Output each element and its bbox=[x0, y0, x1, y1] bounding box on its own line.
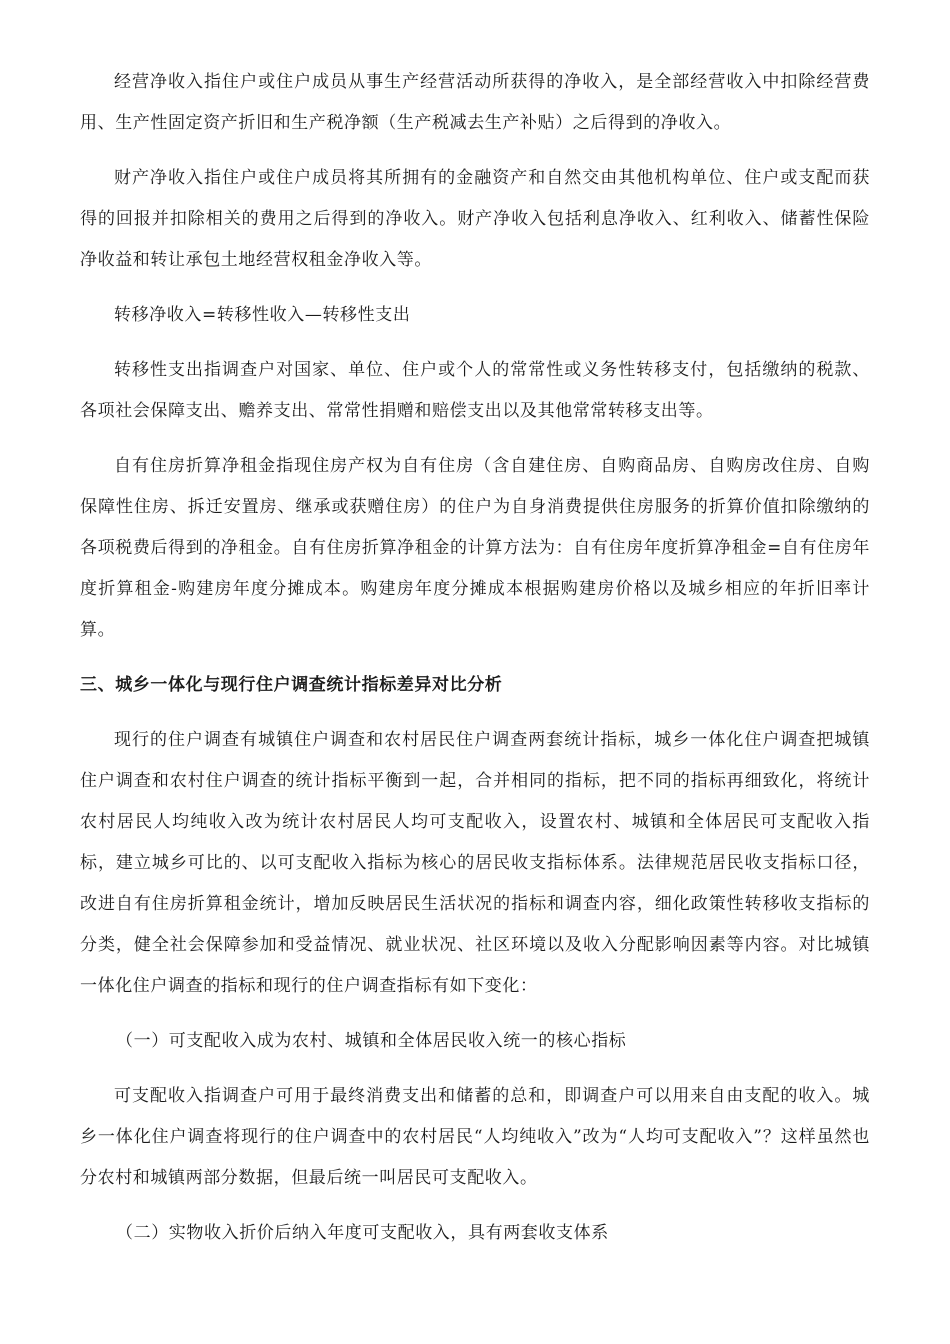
paragraph-transfer-expenditure: 转移性支出指调查户对国家、单位、住户或个人的常常性或义务性转移支付，包括缴纳的税款、各项社会保障支出、赡养支出、常常性捐赠和赔偿支出以及其他常常转移支出等。 bbox=[80, 360, 870, 421]
subheading-in-kind-income: （二）实物收入折价后纳入年度可支配收入，具有两套收支体系 bbox=[116, 1223, 609, 1243]
paragraph-property-income: 财产净收入指住户或住户成员将其所拥有的金融资产和自然交由其他机构单位、住户或支配而获得的回报并扣除相关的费用之后得到的净收入。财产净收入包括利息净收入、红利收入、储蓄性保险净收益和转让承包土地经营权租金净收入等。 bbox=[80, 168, 870, 270]
paragraph-operating-income: 经营净收入指住户或住户成员从事生产经营活动所获得的净收入，是全部经营收入中扣除经营费用、生产性固定资产折旧和生产税净额（生产税减去生产补贴）之后得到的净收入。 bbox=[80, 72, 870, 133]
paragraph-disposable-income: 可支配收入指调查户可用于最终消费支出和储蓄的总和，即调查户可以用来自由支配的收入。城乡一体化住户调查将现行的住户调查中的农村居民“人均纯收入”改为“人均可支配收入”？这样虽然也分农村和城镇两部分数据，但最后统一叫居民可支配收入。 bbox=[80, 1086, 870, 1188]
subheading-disposable-income: （一）可支配收入成为农村、城镇和全体居民收入统一的核心指标 bbox=[116, 1031, 627, 1051]
paragraph-imputed-rent: 自有住房折算净租金指现住房产权为自有住房（含自建住房、自购商品房、自购房改住房、自购保障性住房、拆迁安置房、继承或获赠住房）的住户为自身消费提供住房服务的折算价值扣除缴纳的各项税费后得到的净租金。自有住房折算净租金的计算方法为：自有住房年度折算净租金=自有住房年度折算租金-购建房年度分摊成本。购建房年度分摊成本根据购建房价格以及城乡相应的年折旧率计算。 bbox=[80, 456, 870, 640]
paragraph-survey-comparison: 现行的住户调查有城镇住户调查和农村居民住户调查两套统计指标，城乡一体化住户调查把城镇住户调查和农村住户调查的统计指标平衡到一起，合并相同的指标，把不同的指标再细致化，将统计农村居民人均纯收入改为统计农村居民人均可支配收入，设置农村、城镇和全体居民可支配收入指标，建立城乡可比的、以可支配收入指标为核心的居民收支指标体系。法律规范居民收支指标口径，改进自有住房折算租金统计，增加反映居民生活状况的指标和调查内容，细化政策性转移收支指标的分类，健全社会保障参加和受益情况、就业状况、社区环境以及收入分配影响因素等内容。对比城镇一体化住户调查的指标和现行的住户调查指标有如下变化： bbox=[80, 730, 870, 996]
document-page bbox=[80, 62, 870, 1254]
paragraph-transfer-formula: 转移净收入=转移性收入—转移性支出 bbox=[114, 305, 411, 325]
section-heading: 三、城乡一体化与现行住户调查统计指标差异对比分析 bbox=[80, 675, 503, 695]
